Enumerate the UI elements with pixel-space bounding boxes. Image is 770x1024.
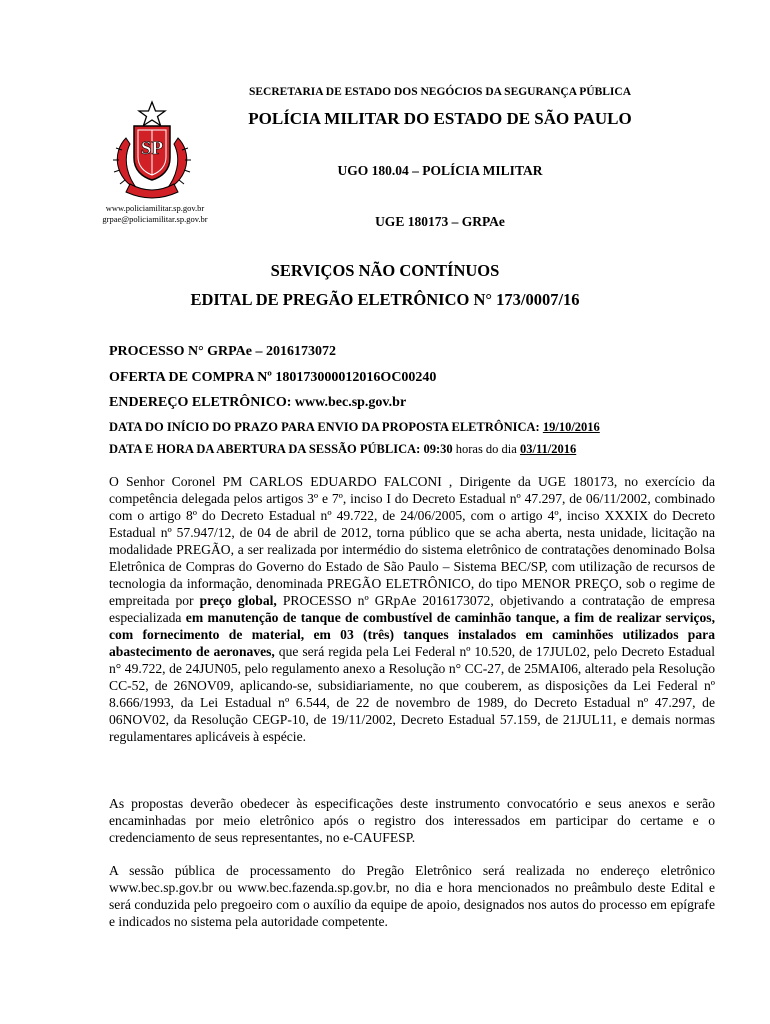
contact-block [80,203,230,225]
preambulo-bold-2: em manutenção de tanque de combustível de caminhão tanque, a fim de realizar serviços, com fornecimento de material, em 03 (três) tanques instalados em caminhões utilizados para abastecimento de aeronaves, [109,610,715,659]
website-text: www.policiamilitar.sp.gov.br [105,203,205,213]
prazo-envio-label: DATA DO INÍCIO DO PRAZO PARA ENVIO DA PROPOSTA ELETRÔNICA: [109,420,543,434]
document-title-line-1: SERVIÇOS NÃO CONTÍNUOS [270,261,500,280]
paragraph-propostas: As propostas deverão obedecer às especificações deste instrumento convocatório e seus anexos e serão encaminhadas por meio eletrônico após o registro dos interessados em participar do certame e o credenciamento de seus representantes, no e-CAUFESP. [109,796,715,845]
paragraph-preambulo [109,473,715,745]
uge-heading: UGE 180173 – GRPAe [375,214,505,229]
abertura-sessao-line [109,442,576,457]
preambulo-text-3: que será regida pela Lei Federal nº 10.520, de 17JUL02, pelo Decreto Estadual n° 49.722, de 24JUN05, pelo regulamento anexo a Resolução n° CC-27, de 25MAI06, alterado pela Resolução CC-52, de 26NOV09, aplicando-se, subsidiariamente, no que couberem, as disposições da Lei Federal nº 8.666/1993, da Lei Estadual nº 6.544, de 22 de novembro de 1989, do Decreto Estadual nº 47.297, de 06NOV02, da Resolução CEGP-10, de 19/11/2002, Decreto Estadual 57.159, de 21JUL11, e demais normas regulamentares aplicáveis à espécie. [109,644,715,744]
preambulo-text-2: PROCESSO nº GRpAe 2016173072, objetivando a contratação de empresa especializada [109,593,715,625]
ugo-heading: UGO 180.04 – POLÍCIA MILITAR [337,163,543,178]
abertura-sessao-label: DATA E HORA DA ABERTURA DA SESSÃO PÚBLICA: 09:30 [109,442,456,456]
processo-number: PROCESSO N° GRPAe – 2016173072 [109,344,337,359]
email-text: grpae@policiamilitar.sp.gov.br [102,214,208,224]
prazo-envio-date: 19/10/2016 [542,420,600,434]
policia-heading: POLÍCIA MILITAR DO ESTADO DE SÃO PAULO [248,109,632,128]
paragraph-sessao-publica: A sessão pública de processamento do Pregão Eletrônico será realizada no endereço eletrônico www.bec.sp.gov.br ou www.bec.fazenda.sp.gov.br, no dia e hora mencionados no preâmbulo deste Edital e será conduzida pelo pregoeiro com o auxílio da equipe de apoio, designados nos autos do processo em epígrafe e indicados no sistema pela autoridade competente. [109,863,715,929]
abertura-sessao-date: 03/11/2016 [519,442,577,456]
sao-paulo-coat-of-arms-icon [104,100,200,200]
prazo-envio-line [109,420,600,435]
document-title-line-2: EDITAL DE PREGÃO ELETRÔNICO N° 173/0007/16 [190,290,580,309]
abertura-sessao-mid: horas do dia [455,442,520,456]
endereco-eletronico: ENDEREÇO ELETRÔNICO: www.bec.sp.gov.br [109,395,407,410]
preambulo-bold-1: preço global, [199,593,277,608]
oferta-compra: OFERTA DE COMPRA Nº 180173000012016OC00240 [109,370,437,385]
preambulo-text-1: O Senhor Coronel PM CARLOS EDUARDO FALCONI , Dirigente da UGE 180173, no exercício da competência delegada pelos artigos 3º e 7º, inciso I do Decreto Estadual nº 47.297, de 06/11/2002, combinado com o artigo 8º do Decreto Estadual nº 49.722, de 24/06/2005, com o artigo 4º, inciso XXXIX do Decreto Estadual nº 57.947/12, de 04 de abril de 2012, torna público que se acha aberta, nesta unidade, licitação na modalidade PREGÃO, a ser realizada por intermédio do sistema eletrônico de contratações denominado Bolsa Eletrônica de Compras do Governo do Estado de São Paulo – Sistema BEC/SP, com utilização de recursos de tecnologia da informação, denominada PREGÃO ELETRÔNICO, do tipo MENOR PREÇO, sob o regime de empreitada por [109,474,715,608]
secretaria-heading: SECRETARIA DE ESTADO DOS NEGÓCIOS DA SEGURANÇA PÚBLICA [248,86,632,98]
emblem-monogram: SP [140,138,164,159]
